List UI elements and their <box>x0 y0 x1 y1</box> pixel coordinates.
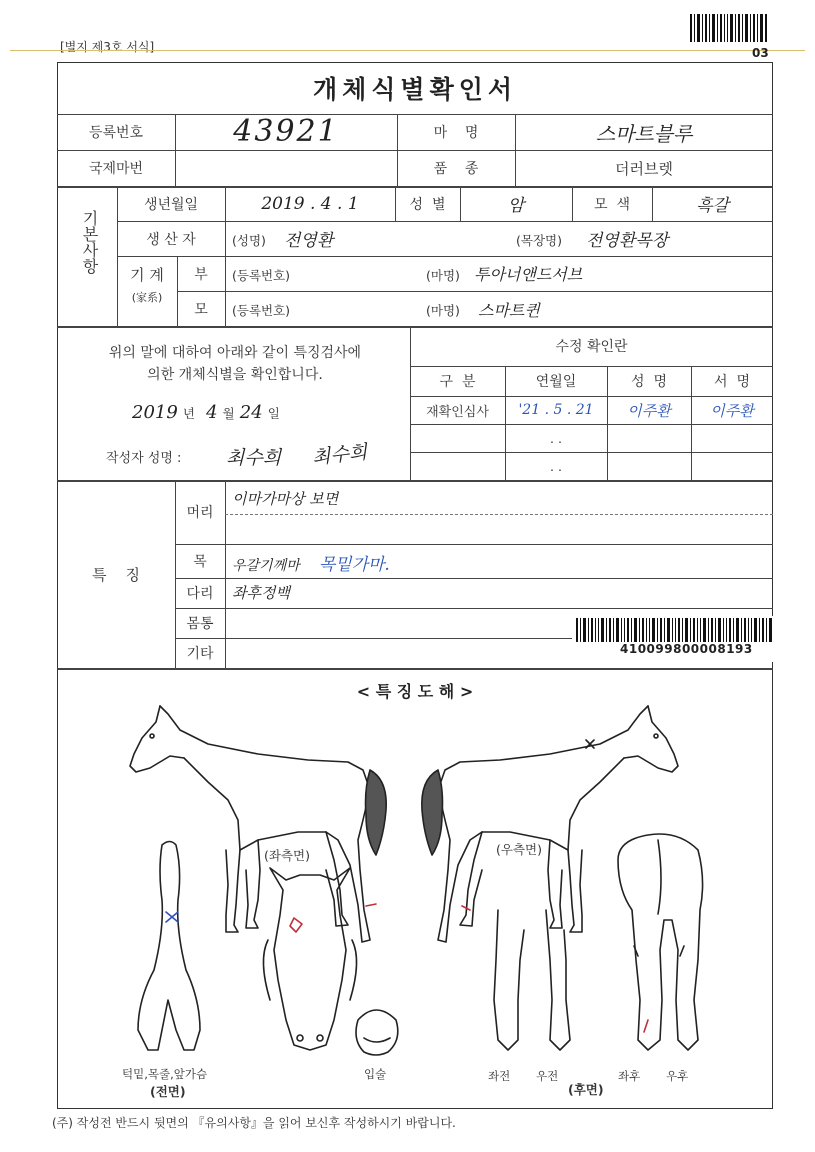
birth-value: 2019 . 4 . 1 <box>261 193 359 214</box>
intl-no-value <box>175 150 397 186</box>
footer-note: (주) 작성전 반드시 뒷면의 『유의사항』을 읽어 보신후 작성하시기 바랍니다. <box>52 1116 456 1130</box>
divider <box>175 544 773 545</box>
revision-header-type: 구 분 <box>439 374 476 390</box>
sex-label: 성 별 <box>409 196 446 213</box>
other-label: 기타 <box>186 646 214 662</box>
right-side-label: (우측면) <box>496 842 542 857</box>
rear-legs-view <box>494 910 570 1050</box>
neck-value-blue: 목밑가마. <box>318 555 390 575</box>
left-hind-mark <box>366 904 376 906</box>
rf-caption: 우전 <box>536 1069 559 1083</box>
breed-value: 더러브렛 <box>615 159 673 178</box>
date-day-unit: 일 <box>267 406 280 421</box>
author-label: 작성자 성명 : <box>106 451 182 466</box>
body-label: 몸통 <box>186 616 214 632</box>
front-neck-view <box>138 842 200 1051</box>
lh-caption: 좌후 <box>618 1069 641 1083</box>
sire-name-label: (마명) <box>426 268 460 283</box>
revision-row-1-date: '21 . 5 . 21 <box>518 402 594 418</box>
sex-value: 암 <box>507 196 525 216</box>
barcode-bars <box>576 618 776 642</box>
legs-label: 다리 <box>186 586 214 602</box>
breeder-label: 생 산 자 <box>146 231 196 248</box>
top-barcode <box>690 14 770 44</box>
author-signature: 최수희 <box>311 441 369 469</box>
revision-header-date: 연월일 <box>535 374 577 390</box>
breeder-name-label: (성명) <box>232 233 266 248</box>
coat-label: 모 색 <box>594 196 630 213</box>
front-caption: 턱밑,목줄,앞가슴 <box>122 1067 208 1081</box>
date-day: 24 <box>239 402 263 423</box>
author-name: 최수희 <box>226 447 282 469</box>
diagram-title: < 특 징 도 해 > <box>356 681 474 701</box>
statement-line-1: 위의 말에 대하여 아래와 같이 특징검사에 <box>108 345 362 361</box>
front-label: (전면) <box>150 1084 186 1099</box>
sire-label: 부 <box>194 266 208 283</box>
neck-value-black: 우갈기께마 <box>232 558 300 574</box>
rear-view-horse <box>618 834 703 1050</box>
barcode-number: 410099800008193 <box>620 642 753 656</box>
left-side-horse-outline <box>130 706 370 942</box>
date-month: 4 <box>206 402 218 423</box>
head-label: 머리 <box>186 505 214 521</box>
features-section-label: 특 징 <box>91 565 141 584</box>
revision-row-1-type: 재확인심사 <box>426 404 489 420</box>
barcode-sticker <box>572 616 778 662</box>
head-value: 이마가마상 보면 <box>232 490 339 508</box>
dam-label: 모 <box>194 301 208 318</box>
statement-date <box>132 402 280 423</box>
divider <box>175 608 773 609</box>
revision-title: 수정 확인란 <box>555 339 628 355</box>
sire-name-value: 투아너앤드서브 <box>474 265 583 284</box>
header-rule <box>10 50 805 51</box>
right-side-tail <box>422 770 443 855</box>
divider <box>225 480 226 668</box>
revision-row-2-date: . . <box>550 430 562 446</box>
horse-name-label: 마 명 <box>433 125 479 141</box>
lf-caption: 좌전 <box>488 1069 511 1083</box>
revision-row-3-date: . . <box>550 458 562 474</box>
birth-label: 생년월일 <box>143 196 199 213</box>
dam-name-label: (마명) <box>426 303 460 318</box>
rear-label: (후면) <box>568 1082 604 1097</box>
revision-row-1-name: 이주환 <box>627 401 671 420</box>
divider <box>225 514 773 515</box>
divider <box>175 578 773 579</box>
front-head-view <box>263 868 356 1050</box>
date-year: 2019 <box>132 402 178 423</box>
basic-section-label: 기본사항 <box>80 210 99 274</box>
breed-label: 품 종 <box>433 161 479 177</box>
lips-caption: 입술 <box>364 1067 387 1081</box>
date-year-unit: 년 <box>182 406 195 421</box>
sire-reg-label: (등록번호) <box>232 268 291 283</box>
farm-label: (목장명) <box>516 233 562 248</box>
revision-row-1-sign: 이주환 <box>710 401 754 420</box>
revision-header-sign: 서 명 <box>714 374 750 390</box>
reg-no-value: 43921 <box>233 113 339 149</box>
page-number: 03 <box>752 46 769 60</box>
neck-label: 목 <box>193 554 207 570</box>
left-side-label: (좌측면) <box>264 848 310 863</box>
rh-caption: 우후 <box>666 1069 689 1083</box>
date-month-unit: 월 <box>222 406 235 421</box>
horse-diagram <box>58 700 772 1105</box>
pedigree-label: 기 계 <box>130 265 164 284</box>
dam-reg-label: (등록번호) <box>232 303 291 318</box>
pedigree-sub: (家系) <box>131 291 163 304</box>
form-tag: [별지 제3호 서식] <box>60 40 155 54</box>
coat-value: 흑갈 <box>696 196 729 216</box>
lips-view <box>356 1010 398 1055</box>
left-side-tail <box>366 770 387 855</box>
right-side-horse-outline <box>438 706 678 942</box>
divider <box>57 668 773 670</box>
document-title: 개체식별확인서 <box>312 75 518 104</box>
legs-value: 좌후정백 <box>232 584 290 602</box>
revision-header-name: 성 명 <box>631 374 667 390</box>
horse-name-value: 스마트블루 <box>595 121 693 146</box>
statement-line-2: 의한 개체식별을 확인합니다. <box>147 367 323 383</box>
reg-no-label: 등록번호 <box>88 125 144 141</box>
farm-value: 전영환목장 <box>586 231 669 251</box>
neck-value <box>232 550 390 575</box>
dam-name-value: 스마트퀸 <box>478 301 540 320</box>
intl-no-label: 국제마번 <box>88 161 144 177</box>
breeder-name-value: 전영환 <box>284 231 334 251</box>
divider <box>177 291 773 292</box>
